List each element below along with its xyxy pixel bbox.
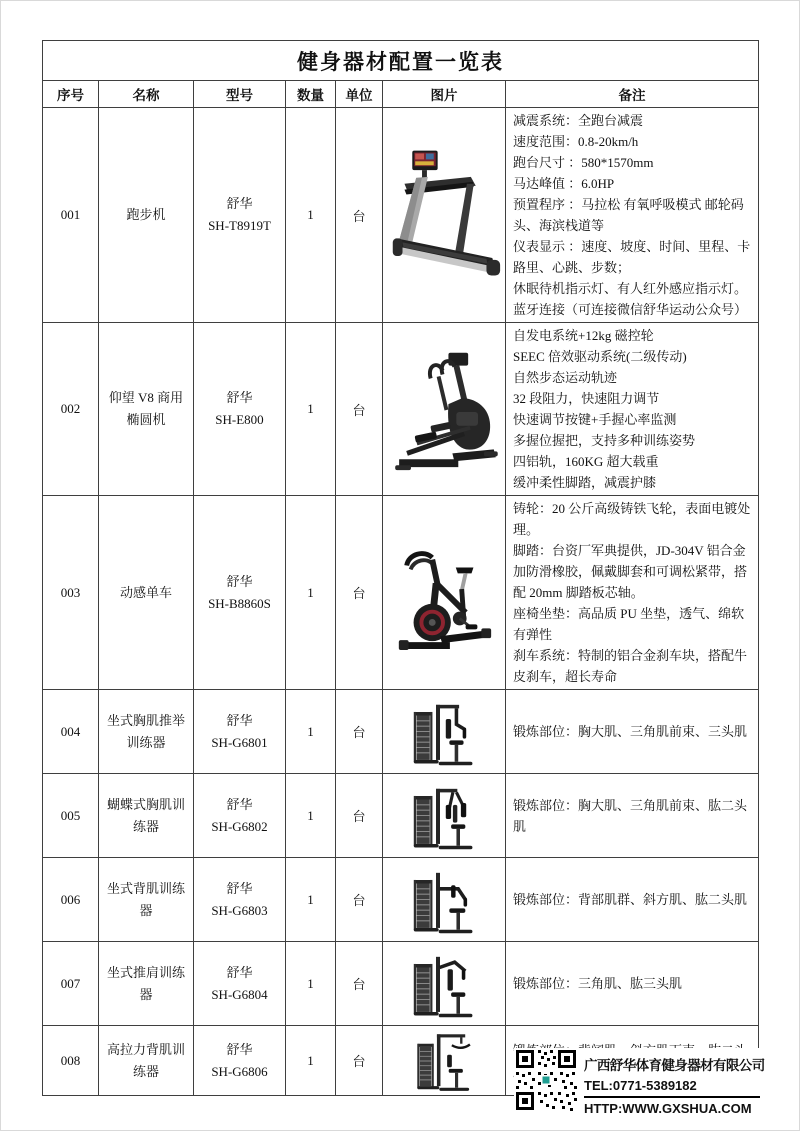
remark-line: 锻炼部位：胸大肌、三角肌前束、三头肌 bbox=[513, 724, 748, 739]
remark-line: SEEC 倍效驱动系统(二级传动) bbox=[513, 349, 687, 364]
name-cell: 蝴蝶式胸肌训练器 bbox=[99, 774, 194, 858]
remark-line: 铸轮：20 公斤高级铸铁飞轮，表面电镀处理。 bbox=[513, 501, 751, 537]
name-cell: 坐式胸肌推举训练器 bbox=[99, 690, 194, 774]
remarks-cell bbox=[506, 323, 759, 496]
name-cell: 跑步机 bbox=[99, 108, 194, 323]
model-label: SH-G6802 bbox=[211, 818, 268, 834]
remark-line: 自然步态运动轨迹 bbox=[513, 370, 618, 385]
table-row bbox=[43, 108, 759, 323]
col-header-model: 型号 bbox=[194, 81, 286, 108]
remark-line: 休眠待机指示灯、有人红外感应指示灯。 bbox=[513, 281, 748, 296]
model-cell bbox=[194, 323, 286, 496]
photo-cell bbox=[383, 690, 506, 774]
col-header-serial: 序号 bbox=[43, 81, 99, 108]
remarks-cell bbox=[506, 496, 759, 690]
remarks-cell bbox=[506, 108, 759, 323]
company-stamp bbox=[514, 1048, 765, 1124]
model-cell bbox=[194, 690, 286, 774]
model-label: SH-G6804 bbox=[211, 986, 268, 1002]
remark-line: 锻炼部位：胸大肌、三角肌前束、肱二头肌 bbox=[513, 797, 748, 834]
col-header-unit: 单位 bbox=[336, 81, 383, 108]
photo-cell bbox=[383, 108, 506, 323]
unit-cell: 台 bbox=[336, 858, 383, 942]
remark-line: 马达峰值 ：6.0HP bbox=[513, 176, 615, 191]
serial-cell: 001 bbox=[43, 108, 99, 323]
brand-label: 舒华 bbox=[226, 880, 253, 896]
remarks-cell bbox=[506, 858, 759, 942]
model-cell bbox=[194, 496, 286, 690]
unit-cell: 台 bbox=[336, 108, 383, 323]
model-cell bbox=[194, 858, 286, 942]
col-header-photo: 图片 bbox=[383, 81, 506, 108]
remark-line: 座椅坐垫：高品质 PU 坐垫，透气、绵软有弹性 bbox=[513, 606, 745, 642]
seated-row-photo bbox=[412, 862, 476, 937]
remark-line: 刹车系统：特制的铝合金刹车块，搭配牛皮刹车，超长寿命 bbox=[513, 648, 748, 684]
qr-code bbox=[514, 1048, 578, 1112]
remarks-cell bbox=[506, 774, 759, 858]
title-row bbox=[43, 41, 759, 81]
model-cell bbox=[194, 942, 286, 1026]
remarks-cell bbox=[506, 942, 759, 1026]
remark-line: 跑台尺寸 ：580*1570mm bbox=[513, 155, 654, 170]
remark-line: 仪表显示 ：速度、坡度、时间、里程、卡路里、心跳、步数； bbox=[513, 239, 751, 275]
name-cell: 仰望 V8 商用椭圆机 bbox=[99, 323, 194, 496]
model-label: SH-E800 bbox=[215, 412, 264, 427]
company-tel: TEL:0771-5389182 bbox=[584, 1078, 760, 1098]
treadmill-photo bbox=[383, 140, 505, 290]
qty-cell: 1 bbox=[286, 496, 336, 690]
serial-cell: 002 bbox=[43, 323, 99, 496]
table-row bbox=[43, 690, 759, 774]
remarks-cell bbox=[506, 690, 759, 774]
remark-line: 锻炼部位：三角肌、肱三头肌 bbox=[513, 976, 683, 991]
name-cell: 坐式背肌训练器 bbox=[99, 858, 194, 942]
elliptical-photo bbox=[387, 339, 501, 479]
model-cell bbox=[194, 1026, 286, 1096]
table-row bbox=[43, 942, 759, 1026]
model-label: SH-G6803 bbox=[211, 902, 268, 918]
photo-cell bbox=[383, 858, 506, 942]
photo-cell bbox=[383, 774, 506, 858]
company-name: 广西舒华体育健身器材有限公司 bbox=[584, 1058, 765, 1073]
table-row bbox=[43, 323, 759, 496]
unit-cell: 台 bbox=[336, 690, 383, 774]
model-label: SH-G6801 bbox=[211, 734, 268, 750]
table-row bbox=[43, 858, 759, 942]
pec-fly-photo bbox=[412, 778, 476, 853]
serial-cell: 006 bbox=[43, 858, 99, 942]
spin-bike-photo bbox=[389, 526, 499, 660]
col-header-name: 名称 bbox=[99, 81, 194, 108]
remark-line: 蓝牙连接（可连接微信舒华运动公众号） bbox=[513, 302, 748, 317]
table-row bbox=[43, 496, 759, 690]
model-cell bbox=[194, 774, 286, 858]
remark-line: 多握位握把，支持多种训练姿势 bbox=[513, 433, 696, 448]
brand-label: 舒华 bbox=[226, 573, 253, 589]
qty-cell: 1 bbox=[286, 858, 336, 942]
photo-cell bbox=[383, 323, 506, 496]
qty-cell: 1 bbox=[286, 108, 336, 323]
qty-cell: 1 bbox=[286, 774, 336, 858]
page-title: 健身器材配置一览表 bbox=[43, 41, 759, 81]
model-cell bbox=[194, 108, 286, 323]
brand-label: 舒华 bbox=[226, 712, 253, 728]
serial-cell: 003 bbox=[43, 496, 99, 690]
remark-line: 四铝轨，160KG 超大载重 bbox=[513, 454, 659, 469]
model-label: SH-G6806 bbox=[211, 1063, 268, 1079]
stamp-text-block bbox=[584, 1048, 765, 1116]
col-header-remarks: 备注 bbox=[506, 81, 759, 108]
remark-line: 脚踏：台资厂军典提供，JD-304V 铝合金加防滑橡胶，佩戴脚套和可调松紧带，搭配 20mm 脚踏板芯轴。 bbox=[513, 543, 748, 600]
lat-pulldown-photo bbox=[415, 1028, 473, 1094]
unit-cell: 台 bbox=[336, 1026, 383, 1096]
remark-line: 自发电系统+12kg 磁控轮 bbox=[513, 328, 654, 343]
shoulder-press-photo bbox=[412, 946, 476, 1021]
header-row bbox=[43, 81, 759, 108]
brand-label: 舒华 bbox=[226, 1041, 253, 1057]
brand-label: 舒华 bbox=[226, 196, 253, 211]
chest-press-photo bbox=[412, 694, 476, 769]
col-header-qty: 数量 bbox=[286, 81, 336, 108]
serial-cell: 007 bbox=[43, 942, 99, 1026]
name-cell: 坐式推肩训练器 bbox=[99, 942, 194, 1026]
unit-cell: 台 bbox=[336, 942, 383, 1026]
qty-cell: 1 bbox=[286, 1026, 336, 1096]
photo-cell bbox=[383, 942, 506, 1026]
serial-cell: 008 bbox=[43, 1026, 99, 1096]
photo-cell bbox=[383, 496, 506, 690]
brand-label: 舒华 bbox=[226, 964, 253, 980]
name-cell: 高拉力背肌训练器 bbox=[99, 1026, 194, 1096]
qty-cell: 1 bbox=[286, 323, 336, 496]
remark-line: 快速调节按键+手握心率监测 bbox=[513, 412, 677, 427]
remark-line: 预置程序 ：马拉松 有氧呼吸模式 邮轮码头、海滨栈道等 bbox=[513, 197, 744, 233]
remark-line: 速度范围：0.8-20km/h bbox=[513, 134, 639, 149]
remark-line: 32 段阻力，快速阻力调节 bbox=[513, 391, 660, 406]
remark-line: 锻炼部位：背部肌群、斜方肌、肱二头肌 bbox=[513, 892, 748, 907]
qty-cell: 1 bbox=[286, 690, 336, 774]
unit-cell: 台 bbox=[336, 323, 383, 496]
unit-cell: 台 bbox=[336, 774, 383, 858]
brand-label: 舒华 bbox=[226, 796, 253, 812]
remark-line: 减震系统：全跑台减震 bbox=[513, 113, 644, 128]
unit-cell: 台 bbox=[336, 496, 383, 690]
serial-cell: 004 bbox=[43, 690, 99, 774]
photo-cell bbox=[383, 1026, 506, 1096]
brand-label: 舒华 bbox=[226, 390, 253, 405]
serial-cell: 005 bbox=[43, 774, 99, 858]
company-url: HTTP:WWW.GXSHUA.COM bbox=[584, 1101, 752, 1116]
equipment-table bbox=[42, 40, 765, 1096]
model-label: SH-B8860S bbox=[208, 595, 271, 611]
model-label: SH-T8919T bbox=[208, 218, 271, 233]
table-row bbox=[43, 774, 759, 858]
name-cell: 动感单车 bbox=[99, 496, 194, 690]
remark-line: 缓冲柔性脚踏，减震护膝 bbox=[513, 475, 657, 490]
qty-cell: 1 bbox=[286, 942, 336, 1026]
